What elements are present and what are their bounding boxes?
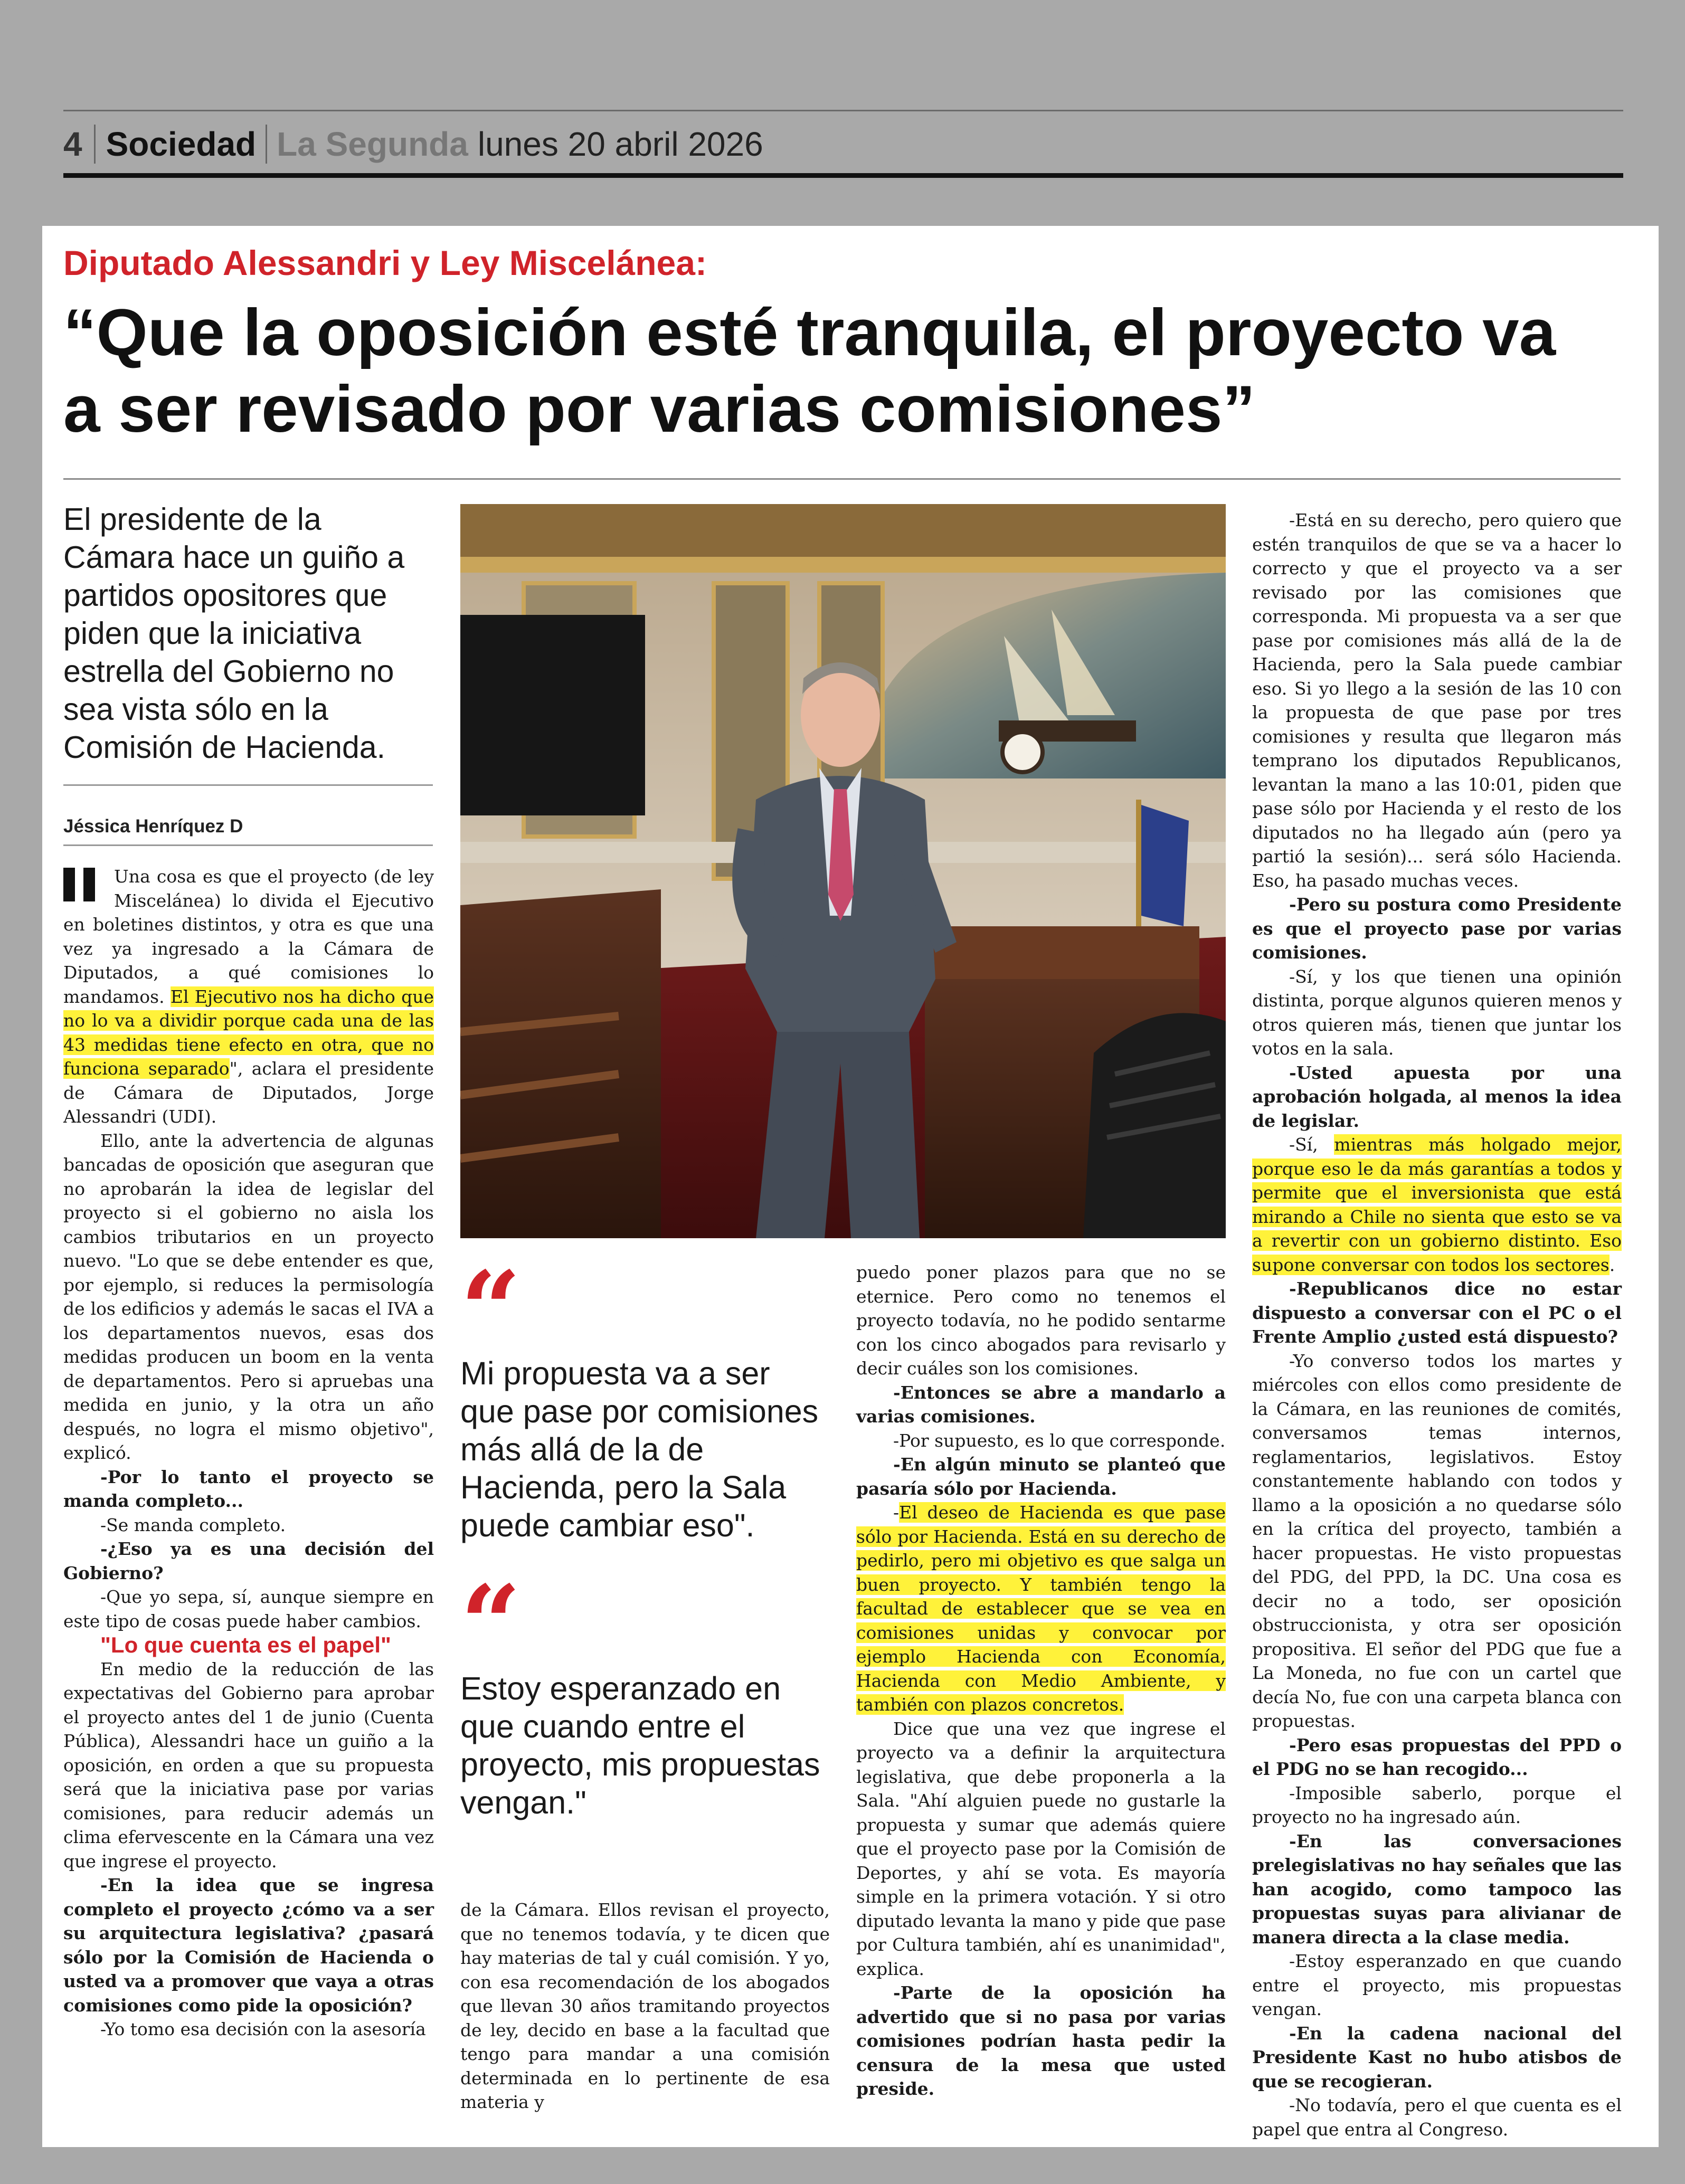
column-3 (856, 1260, 1226, 2101)
issue-date: lunes 20 abril 2026 (477, 125, 763, 163)
answer-highlighted: -Sí, mientras más holgado mejor, porque eso le da más garantías a todos y permite que el inversionista que está mirando a Chile no sienta que esto se va a revertir con un gobierno distinto. Eso supone conversar con todos los sectores. (1252, 1134, 1622, 1275)
highlighted-quote: El deseo de Hacienda es que pase sólo por Hacienda. Está en su derecho de pedirlo, pero mi objetivo es que salga un buen proyecto. Y también tengo la facultad de establecer que se vea en comisiones unidas y convocar por ejemplo Hacienda con Economía, Hacienda con Medio Ambiente, y también con plazos concretos. (856, 1502, 1226, 1715)
answer: -Se manda completo. (100, 1514, 286, 1535)
page-number: 4 (63, 125, 96, 164)
byline: Jéssica Henríquez D (63, 816, 243, 837)
paragraph: En medio de la reducción de las expectativas del Gobierno para aprobar el proyecto antes del 1 de junio (Cuenta Pública), Alessandri hace un guiño a la oposición, en orden a que su propuesta será que la iniciativa pase por varias comisiones, para reducir además un clima efervescente en la Cámara una vez que ingrese el proyecto. (63, 1658, 434, 1872)
section-name: Sociedad (96, 125, 268, 164)
column-4 (1252, 508, 1622, 2141)
pullquote-1-quote-icon: “ (460, 1248, 522, 1372)
paragraph: de la Cámara. Ellos revisan el proyecto, que no tenemos todavía, y te dicen que hay materias de tal y cuál comisión. Y yo, con esa recomendación de los abogados que llevan 30 años tramitando proyectos de ley, decido en base a la facultad que tengo para mandar a una comisión determinada en lo pertinente de esa materia y (460, 1900, 830, 2112)
answer: -Sí, y los que tienen una opinión distinta, porque algunos quieren menos y otros quieren más, tienen que juntar los votos en la sala. (1252, 966, 1622, 1059)
column-1 (63, 865, 434, 2041)
answer: -Que yo sepa, sí, aunque siempre en este tipo de cosas puede haber cambios. (63, 1587, 434, 1631)
lead-paragraph: Una cosa es que el proyecto (de ley Miscelánea) lo divida el Ejecutivo en boletines distintos, y otra es que una vez ya ingresado a la Cámara de Diputados, a qué comisiones lo mandamos. El Ejecutivo nos ha dicho que no lo va a dividir porque cada una de las 43 medidas tiene efecto en otra, que no funciona separado", aclara el presidente de Cámara de Diputados, Jorge Alessandri (UDI). (63, 866, 434, 1127)
pullquote-2: Estoy esperanzado en que cuando entre el proyecto, mis propuestas vengan." (460, 1670, 820, 1820)
question: -Parte de la oposición ha advertido que si no pasa por varias comisiones podrían hasta pedir la censura de la mesa que usted preside. (856, 1982, 1226, 2099)
question: -Pero su postura como Presidente es que el proyecto pase por varias comisiones. (1252, 894, 1622, 963)
question: -En la idea que se ingresa completo el proyecto ¿cómo va a ser su arquitectura legislativa? ¿pasará sólo por la Comisión de Hacienda o usted va a promover que vaya a otras comisiones como pide la oposición? (63, 1875, 434, 2016)
answer: -Estoy esperanzado en que cuando entre el proyecto, mis propuestas vengan. (1252, 1951, 1622, 2019)
paragraph: Dice que una vez que ingrese el proyecto va a definir la arquitectura legislativa, que debe proponerla a la Sala. "Ahí alguien puede no gustarle la propuesta y sumar que además quiere que el proyecto pase por la Comisión de Deportes, y ahí se vota. Es mayoría simple en la primera votación. Y si otro diputado levanta la mano y pide que pase por Cultura también, ahí es unanimidad", explica. (856, 1718, 1226, 1979)
article-sheet (42, 226, 1659, 2147)
question: -¿Eso ya es una decisión del Gobierno? (63, 1539, 434, 1583)
kicker: Diputado Alessandri y Ley Miscelánea: (63, 243, 707, 282)
pullquote-1: Mi propuesta va a ser que pase por comisiones más allá de la de Hacienda, pero la Sala puede cambiar eso". (460, 1355, 819, 1543)
header-bottom-rule (63, 173, 1623, 178)
question: -Usted apuesta por una aprobación holgada, al menos la idea de legislar. (1252, 1062, 1622, 1131)
chamber-photo-illustration (460, 504, 1226, 1238)
highlighted-quote: El Ejecutivo nos ha dicho que no lo va a dividir porque cada una de las 43 medidas tiene efecto en otra, que no funciona separado (63, 986, 434, 1079)
question: -Republicanos dice no estar dispuesto a conversar con el PC o el Frente Amplio ¿usted está dispuesto? (1252, 1278, 1622, 1347)
highlighted-quote: mientras más holgado mejor, porque eso le da más garantías a todos y permite que el inversionista que está mirando a Chile no sienta que esto se va a revertir con un gobierno distinto. Eso supone conversar con todos los sectores (1252, 1134, 1622, 1275)
byline-rule-bottom (63, 844, 433, 846)
paragraph: Ello, ante la advertencia de algunas bancadas de oposición que aseguran que no aprobarán la idea de legislar del proyecto si el gobierno no aisla los cambios tributarios en un proyecto nuevo. "Lo que se debe entender es que, por ejemplo, si reduces la permisología de los edificios y además le sacas el IVA a los departamentos nuevos, esas dos medidas producen un boom en la venta de departamentos. Pero si apruebas una medida en junio, y la otra un año después, no logra el mismo objetivo", explicó. (63, 1130, 434, 1463)
pullquote-2-quote-icon: “ (460, 1562, 522, 1686)
quote-mark-icon (63, 868, 109, 910)
paragraph: puedo poner plazos para que no se eternice. Pero como no tenemos el proyecto todavía, no he podido sentarme con los cinco abogados para revisarlo y decir cuáles son los comisiones. (856, 1262, 1226, 1379)
question: -Entonces se abre a mandarlo a varias comisiones. (856, 1382, 1226, 1427)
answer: -Yo converso todos los martes y miércoles con ellos como presidente de la Cámara, en las reuniones de comités, conversamos temas internos, reglamentarios, legislativos. Estoy constantemente hablando con todos y llamo a la oposición a no quedarse sólo en la crítica del proyecto, también a hacer propuestas. He visto propuestas del PDG, del PPD, la DC. Una cosa es decir no a todo, ser oposición obstruccionista, y otra ser oposición propositiva. El señor del PDG que fue a La Moneda, no fue con un cartel que decía No, fue con una carpeta blanca con propuestas. (1252, 1350, 1622, 1731)
headline-rule (63, 478, 1621, 480)
publication-name: La Segunda (277, 125, 468, 163)
answer: -Imposible saberlo, porque el proyecto no ha ingresado aún. (1252, 1782, 1622, 1827)
question: -En algún minuto se planteó que pasaría sólo por Hacienda. (856, 1454, 1226, 1499)
question: -En la cadena nacional del Presidente Kast no hubo atisbos de que se recogieran. (1252, 2022, 1622, 2092)
deck: El presidente de la Cámara hace un guiño a partidos opositores que piden que la iniciativa estrella del Gobierno no sea vista sólo en la Comisión de Hacienda. (63, 502, 405, 765)
answer: -Está en su derecho, pero quiero que estén tranquilos de que se va a hacer lo correcto y que el proyecto va a ser revisado por las comisiones que corresponda. Mi propuesta va a ser que pase por comisiones más allá de la de Hacienda, pero la Sala puede cambiar eso. Si yo llego a la sesión de las 10 con la propuesta de que pase por tres comisiones y resulta que llegaron más temprano los diputados Republicanos, levantan la mano a las 10:01, piden que pase sólo por Hacienda y el resto de los diputados no ha llegado aún (pero ya partió la sesión)... será sólo Hacienda. Eso, ha pasado muchas veces. (1252, 510, 1622, 891)
question: -En las conversaciones prelegislativas no hay señales que las han acogido, como tampoco las propuestas suyas para alivianar de manera directa a la clase media. (1252, 1830, 1622, 1948)
answer-highlighted: -El deseo de Hacienda es que pase sólo por Hacienda. Está en su derecho de pedirlo, pero mi objetivo es que salga un buen proyecto. Y también tengo la facultad de establecer que se vea en comisiones unidas y convocar por ejemplo Hacienda con Economía, Hacienda con Medio Ambiente, y también con plazos concretos. (856, 1502, 1226, 1715)
headline: “Que la oposición esté tranquila, el proyecto va a ser revisado por varias comisiones” (63, 296, 1556, 446)
column-2 (460, 1898, 830, 2114)
answer: -Por supuesto, es lo que corresponde. (893, 1430, 1226, 1451)
answer: -No todavía, pero el que cuenta es el papel que entra al Congreso. (1252, 2095, 1622, 2140)
subhead: "Lo que cuenta es el papel" (100, 1632, 391, 1657)
photo-alessandri-chamber (460, 504, 1226, 1238)
answer: -Yo tomo esa decisión con la asesoría (100, 2019, 426, 2039)
byline-rule-top (63, 784, 433, 786)
page-header (63, 111, 1623, 176)
question: -Por lo tanto el proyecto se manda completo... (63, 1466, 434, 1511)
question: -Pero esas propuestas del PPD o el PDG no se han recogido... (1252, 1734, 1622, 1779)
